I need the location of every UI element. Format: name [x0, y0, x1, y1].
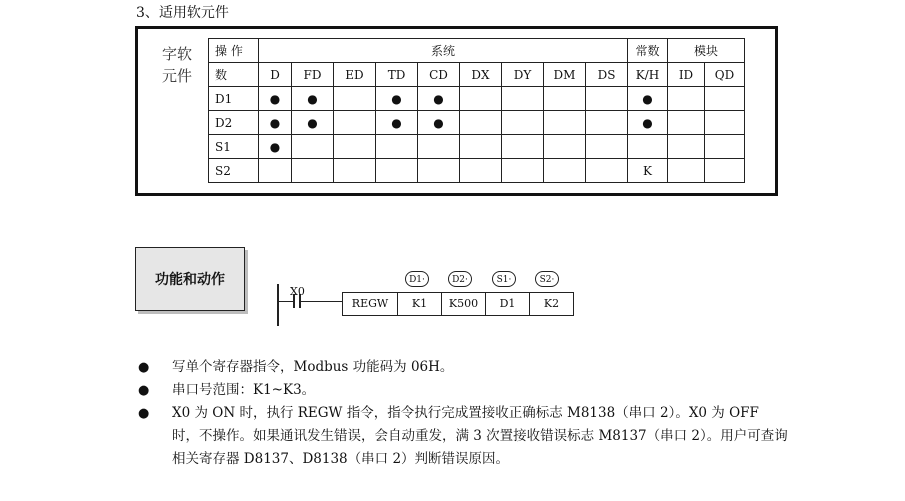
table-cell — [502, 111, 544, 135]
instruction-operand: K500 — [441, 293, 485, 315]
ladder-wire — [279, 301, 293, 302]
col-header: DS — [586, 63, 628, 87]
instruction-block — [342, 292, 574, 316]
table-cell: ● — [376, 111, 418, 135]
table-cell — [259, 159, 292, 183]
instruction-mnemonic: REGW — [351, 297, 389, 310]
header-system: 系统 — [259, 39, 628, 63]
table-cell — [705, 111, 745, 135]
table-cell — [376, 135, 418, 159]
table-cell — [668, 135, 705, 159]
instruction-operand: K2 — [529, 293, 573, 315]
table-cell: ● — [259, 87, 292, 111]
table-cell — [334, 87, 376, 111]
bullet-icon: ● — [138, 360, 150, 375]
bullet-icon: ● — [138, 406, 150, 421]
col-header: DX — [460, 63, 502, 87]
applicable-devices-table-box — [135, 26, 778, 196]
list-item-text: 写单个寄存器指令，Modbus 功能码为 06H。 — [172, 359, 454, 375]
table-cell — [705, 159, 745, 183]
table-cell — [586, 159, 628, 183]
table-cell — [292, 135, 334, 159]
table-cell — [628, 135, 668, 159]
bullet-icon: ● — [138, 383, 150, 398]
table-cell — [668, 87, 705, 111]
header-operand-cont: 数 — [209, 63, 259, 87]
col-header: DY — [502, 63, 544, 87]
operand-tag-s1: S1· — [492, 271, 516, 287]
table-cell — [460, 135, 502, 159]
table-cell — [460, 111, 502, 135]
list-item-text: X0 为 ON 时，执行 REGW 指令，指令执行完成置接收正确标志 M8138（串口 2）。X0 为 OFF 时，不操作。如果通讯发生错误，会自动重发，满 3 次置接收错误标志 M8137（串口 2）。用户可查询相关寄存器 D8137、D8138（串口 2）判断错误原因。 — [172, 405, 788, 467]
operand-tag-s2: S2· — [535, 271, 559, 287]
col-header: K/H — [628, 63, 668, 87]
table-cell: ● — [292, 87, 334, 111]
table-cell — [668, 159, 705, 183]
row-operand: D2 — [209, 111, 259, 135]
table-cell — [334, 159, 376, 183]
device-type-label — [162, 43, 192, 87]
table-cell — [502, 159, 544, 183]
table-cell — [460, 87, 502, 111]
ladder-wire — [301, 301, 342, 302]
table-cell — [544, 135, 586, 159]
table-cell — [292, 159, 334, 183]
left-power-rail — [277, 284, 279, 326]
list-item — [138, 356, 788, 379]
list-item — [138, 379, 788, 402]
table-cell: ● — [418, 87, 460, 111]
table-cell — [334, 135, 376, 159]
device-type-label-line1: 字软 — [162, 45, 193, 63]
list-item-text: 串口号范围：K1~K3。 — [172, 382, 316, 398]
table-cell — [586, 135, 628, 159]
header-constant: 常数 — [628, 39, 668, 63]
device-type-label-line2: 元件 — [162, 67, 193, 85]
table-cell: ● — [259, 111, 292, 135]
instruction-operand: K1 — [397, 293, 441, 315]
table-cell — [502, 87, 544, 111]
table-row — [209, 87, 745, 111]
list-item — [138, 402, 788, 471]
table-cell: ● — [418, 111, 460, 135]
table-cell — [544, 159, 586, 183]
description-list — [138, 356, 788, 471]
row-operand: S2 — [209, 159, 259, 183]
col-header: DM — [544, 63, 586, 87]
table-cell — [705, 135, 745, 159]
table-cell: K — [628, 159, 668, 183]
col-header: TD — [376, 63, 418, 87]
table-cell: ● — [376, 87, 418, 111]
table-cell: ● — [628, 111, 668, 135]
operand-tag-d1: D1· — [405, 271, 429, 287]
instruction-operand: D1 — [485, 293, 529, 315]
col-header: D — [259, 63, 292, 87]
header-operand: 操 作 — [209, 39, 259, 63]
function-and-action-box: 功能和动作 — [135, 247, 245, 311]
table-cell — [705, 87, 745, 111]
col-header: ED — [334, 63, 376, 87]
table-cell — [418, 135, 460, 159]
table-cell — [586, 111, 628, 135]
table-cell — [334, 111, 376, 135]
header-module: 模块 — [668, 39, 745, 63]
ladder-diagram — [270, 268, 590, 332]
contact-label-x0: X0 — [290, 285, 305, 298]
table-row — [209, 111, 745, 135]
row-operand: S1 — [209, 135, 259, 159]
table-row — [209, 159, 745, 183]
table-cell — [544, 87, 586, 111]
table-header-row-1 — [209, 39, 745, 63]
table-cell: ● — [259, 135, 292, 159]
table-row — [209, 135, 745, 159]
col-header: QD — [705, 63, 745, 87]
table-cell — [460, 159, 502, 183]
table-cell — [376, 159, 418, 183]
col-header: FD — [292, 63, 334, 87]
section-title: 3、适用软元件 — [136, 5, 229, 21]
table-cell — [586, 87, 628, 111]
row-operand: D1 — [209, 87, 259, 111]
table-header-row-2 — [209, 63, 745, 87]
table-cell: ● — [292, 111, 334, 135]
table-cell: ● — [628, 87, 668, 111]
table-cell — [418, 159, 460, 183]
table-cell — [502, 135, 544, 159]
col-header: ID — [668, 63, 705, 87]
table-cell — [668, 111, 705, 135]
operand-tag-d2: D2· — [448, 271, 472, 287]
operand-table — [208, 38, 745, 183]
table-cell — [544, 111, 586, 135]
col-header: CD — [418, 63, 460, 87]
